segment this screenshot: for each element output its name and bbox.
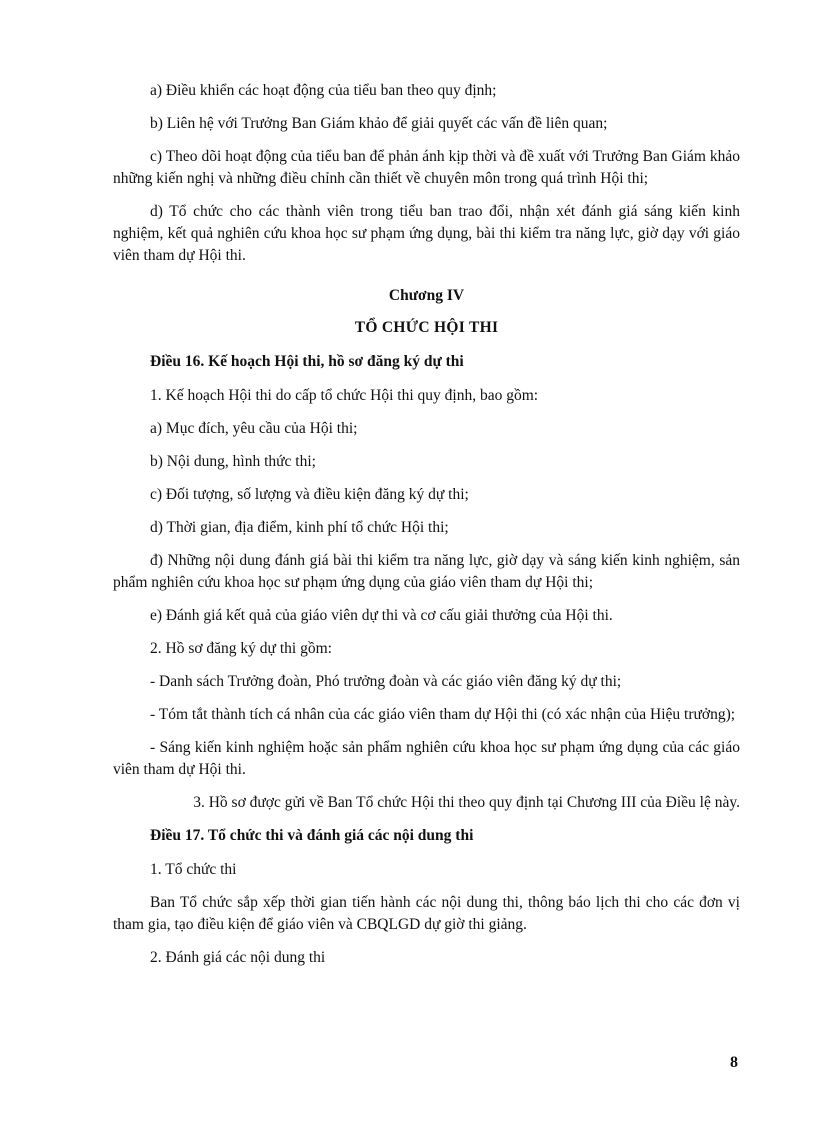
article-17-item-2: 2. Đánh giá các nội dung thi	[150, 949, 326, 966]
page-content	[113, 80, 740, 980]
paragraph-c: c) Theo dõi hoạt động của tiểu ban để phản ánh kịp thời và đề xuất với Trưởng Ban Giám khảo những kiến nghị và những điều chỉnh cần thiết về chuyên môn trong quá trình Hội thi;	[113, 148, 740, 187]
article-16-item-b: b) Nội dung, hình thức thi;	[150, 453, 316, 470]
chapter-title: TỔ CHỨC HỘI THI	[354, 319, 499, 336]
article-16-bullet-1: - Danh sách Trưởng đoàn, Phó trưởng đoàn và các giáo viên đăng ký dự thi;	[150, 673, 622, 690]
article-16-bullet-3: - Sáng kiến kinh nghiệm hoặc sản phẩm nghiên cứu khoa học sư phạm ứng dụng của các giáo viên tham dự Hội thi.	[113, 739, 740, 778]
page-number: 8	[730, 1054, 738, 1071]
article-17-item-1: 1. Tổ chức thi	[150, 861, 237, 878]
article-17-paragraph: Ban Tổ chức sắp xếp thời gian tiến hành các nội dung thi, thông báo lịch thi cho các đơn vị tham gia, tạo điều kiện để giáo viên và CBQLGD dự giờ thi giảng.	[113, 894, 740, 933]
article-16-item-dd: đ) Những nội dung đánh giá bài thi kiểm tra năng lực, giờ dạy và sáng kiến kinh nghiệm, sản phẩm nghiên cứu khoa học sư phạm ứng dụng của giáo viên tham dự Hội thi;	[113, 552, 740, 591]
article-16-item-e: e) Đánh giá kết quả của giáo viên dự thi và cơ cấu giải thưởng của Hội thi.	[150, 607, 613, 624]
article-16-item-2: 2. Hồ sơ đăng ký dự thi gồm:	[150, 640, 332, 657]
article-16-item-a: a) Mục đích, yêu cầu của Hội thi;	[150, 420, 358, 437]
paragraph-d: d) Tổ chức cho các thành viên trong tiểu ban trao đổi, nhận xét đánh giá sáng kiến kinh nghiệm, kết quả nghiên cứu khoa học sư phạm ứng dụng, bài thi kiểm tra năng lực, giờ dạy với giáo viên tham dự Hội thi.	[113, 203, 740, 264]
article-16-item-3: 3. Hồ sơ được gửi về Ban Tổ chức Hội thi theo quy định tại Chương III của Điều lệ này.	[193, 794, 740, 811]
article-16-item-c: c) Đối tượng, số lượng và điều kiện đăng ký dự thi;	[150, 486, 469, 503]
article-16-item-1: 1. Kế hoạch Hội thi do cấp tổ chức Hội thi quy định, bao gồm:	[150, 387, 539, 404]
article-16-item-d: d) Thời gian, địa điểm, kinh phí tổ chức Hội thi;	[150, 519, 449, 536]
article-16-bullet-2: - Tóm tắt thành tích cá nhân của các giáo viên tham dự Hội thi (có xác nhận của Hiệu trưởng);	[150, 706, 736, 723]
article-17-heading: Điều 17. Tổ chức thi và đánh giá các nội dung thi	[150, 827, 474, 844]
chapter-number: Chương IV	[388, 287, 465, 304]
article-16-heading: Điều 16. Kế hoạch Hội thi, hồ sơ đăng ký dự thi	[150, 353, 464, 370]
paragraph-a: a) Điều khiển các hoạt động của tiểu ban theo quy định;	[150, 82, 497, 99]
paragraph-b: b) Liên hệ với Trưởng Ban Giám khảo để giải quyết các vấn đề liên quan;	[150, 115, 608, 132]
